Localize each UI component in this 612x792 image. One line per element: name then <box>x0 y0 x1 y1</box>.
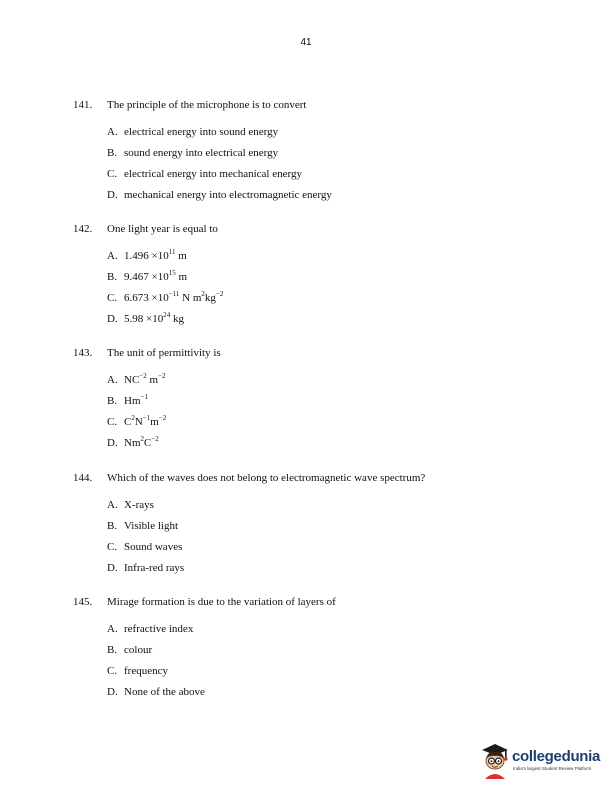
question-145 <box>73 595 573 706</box>
option-unit: Hm <box>124 395 141 407</box>
option-d <box>107 561 573 582</box>
option-unit: N m <box>179 292 202 304</box>
option-b <box>107 394 573 415</box>
exponent: −2 <box>158 372 166 380</box>
option-unit: m <box>175 271 188 283</box>
option-c <box>107 540 573 561</box>
question-141 <box>73 98 573 209</box>
option-unit: kg <box>204 292 216 304</box>
option-text: electrical energy into sound energy <box>124 126 279 138</box>
option-letter: A. <box>107 499 118 511</box>
question-number: 144. <box>73 472 93 484</box>
question-number: 143. <box>73 347 93 359</box>
question-stem <box>73 346 573 360</box>
option-letter: A. <box>107 126 118 138</box>
option-letter: D. <box>107 437 118 449</box>
question-text: One light year is equal to <box>107 223 218 235</box>
exponent: 24 <box>163 311 171 319</box>
option-list <box>107 125 573 209</box>
student-mascot-icon <box>478 741 512 779</box>
option-c <box>107 167 573 188</box>
exponent: −2 <box>139 372 147 380</box>
brand-name: collegedunia <box>512 748 601 765</box>
exponent: 2 <box>201 290 205 298</box>
question-text: Which of the waves does not belong to electromagnetic wave spectrum? <box>107 472 426 484</box>
option-letter: B. <box>107 271 118 283</box>
option-value: 6.673 ×10 <box>124 292 169 304</box>
option-unit: N <box>134 416 143 428</box>
option-d <box>107 436 573 457</box>
option-text: refractive index <box>124 623 194 635</box>
option-unit: m <box>146 374 159 386</box>
option-value: 5.98 ×10 <box>124 313 164 325</box>
question-stem <box>73 471 573 485</box>
option-text: mechanical energy into electromagnetic energy <box>124 189 332 201</box>
exponent: −2 <box>151 435 159 443</box>
option-letter: D. <box>107 189 118 201</box>
option-text: electrical energy into mechanical energy <box>124 168 302 180</box>
option-unit: m <box>150 416 159 428</box>
question-144 <box>73 471 573 582</box>
option-letter: C. <box>107 292 118 304</box>
option-text: sound energy into electrical energy <box>124 147 279 159</box>
option-letter: B. <box>107 644 118 656</box>
exponent: 2 <box>140 435 144 443</box>
option-letter: B. <box>107 395 118 407</box>
brand-tagline: India's largest Student Review Platform <box>513 766 592 771</box>
question-stem <box>73 595 573 609</box>
exponent: −2 <box>215 290 224 298</box>
option-list <box>107 373 573 457</box>
option-d <box>107 685 573 706</box>
option-letter: D. <box>107 686 118 698</box>
option-unit: Nm <box>124 437 141 449</box>
option-text: frequency <box>124 665 168 677</box>
option-letter: D. <box>107 313 118 325</box>
option-text: Infra-red rays <box>124 562 185 574</box>
option-letter: D. <box>107 562 118 574</box>
option-b <box>107 519 573 540</box>
option-a <box>107 125 573 146</box>
exponent: −2 <box>158 414 167 422</box>
option-d <box>107 188 573 209</box>
option-letter: A. <box>107 250 118 262</box>
option-letter: C. <box>107 541 118 553</box>
option-unit: m <box>175 250 187 262</box>
question-number: 141. <box>73 99 93 111</box>
option-unit: C <box>124 416 132 428</box>
question-stem <box>73 222 573 236</box>
option-value: 9.467 ×10 <box>124 271 169 283</box>
exponent: 2 <box>131 414 135 422</box>
option-letter: B. <box>107 520 118 532</box>
question-143 <box>73 346 573 457</box>
option-text: colour <box>124 644 153 656</box>
option-unit: C <box>144 437 152 449</box>
exponent: 15 <box>168 269 176 277</box>
question-text: Mirage formation is due to the variation of layers of <box>107 596 336 608</box>
option-letter: A. <box>107 374 118 386</box>
option-list <box>107 498 573 582</box>
option-a <box>107 498 573 519</box>
question-text: The principle of the microphone is to convert <box>107 99 307 111</box>
option-b <box>107 270 573 291</box>
option-c <box>107 291 573 312</box>
option-letter: B. <box>107 147 118 159</box>
exponent: −1 <box>142 414 151 422</box>
option-unit: NC <box>124 374 140 386</box>
option-c <box>107 415 573 436</box>
option-a <box>107 622 573 643</box>
option-a <box>107 249 573 270</box>
option-text: Visible light <box>124 520 179 532</box>
page-number: 41 <box>300 37 312 48</box>
option-letter: C. <box>107 416 118 428</box>
exponent: −1 <box>140 393 148 401</box>
option-letter: C. <box>107 665 118 677</box>
question-142 <box>73 222 573 333</box>
collegedunia-logo <box>478 741 610 781</box>
option-b <box>107 643 573 664</box>
exponent: 11 <box>168 248 176 256</box>
question-number: 142. <box>73 223 93 235</box>
option-text: None of the above <box>124 686 205 698</box>
option-list <box>107 249 573 333</box>
option-text: Sound waves <box>124 541 183 553</box>
option-d <box>107 312 573 333</box>
question-number: 145. <box>73 596 93 608</box>
option-a <box>107 373 573 394</box>
option-text: X-rays <box>124 499 154 511</box>
option-letter: C. <box>107 168 118 180</box>
option-c <box>107 664 573 685</box>
exponent: −11 <box>168 290 180 298</box>
option-unit: kg <box>170 313 184 325</box>
option-list <box>107 622 573 706</box>
option-value: 1.496 ×10 <box>124 250 169 262</box>
option-b <box>107 146 573 167</box>
question-stem <box>73 98 573 112</box>
option-letter: A. <box>107 623 118 635</box>
question-text: The unit of permittivity is <box>107 347 221 359</box>
